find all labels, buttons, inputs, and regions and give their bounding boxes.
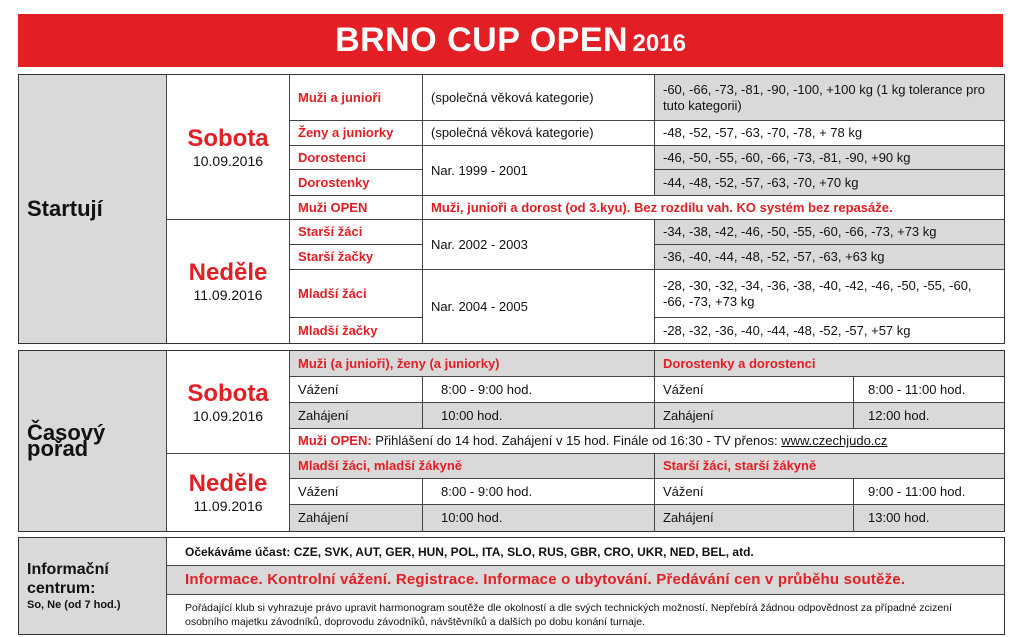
startuji-label: Startují <box>19 75 167 343</box>
info-section <box>18 537 1005 635</box>
saturday-day <box>167 75 290 220</box>
category-cell: Ženy a juniorky <box>290 121 423 146</box>
age-cell: (společná věková kategorie) <box>423 75 655 121</box>
start-time: 10:00 hod. <box>423 403 655 429</box>
weights-cell: -44, -48, -52, -57, -63, -70, +70 kg <box>655 170 1004 196</box>
weigh-time: 8:00 - 9:00 hod. <box>423 377 655 403</box>
age-cell: Nar. 1999 - 2001 <box>423 146 655 196</box>
category-cell: Dorostenky <box>290 170 423 196</box>
saturday-date: 10.09.2016 <box>192 152 264 169</box>
age-cell: (společná věková kategorie) <box>423 121 655 146</box>
schedule-section <box>18 350 1005 532</box>
schedule-sunday-date: 11.09.2016 <box>193 498 263 514</box>
startuji-section <box>18 74 1005 344</box>
disclaimer: Pořádající klub si vyhrazuje právo upravit harmonogram soutěže dle okolností a dle svých technických možností. Nepřebírá žádnou odpovědnost za případné zcizení osobního majetku závodníků, doprovodu závodníků, návštěvníků a dalších po dobu konání turnaje. <box>185 601 952 628</box>
weights-cell: -46, -50, -55, -60, -66, -73, -81, -90, +90 kg <box>655 146 1004 170</box>
category-cell: Starší žačky <box>290 245 423 270</box>
tv-link[interactable]: www.czechjudo.cz <box>781 433 888 448</box>
weigh-time: 8:00 - 9:00 hod. <box>423 479 655 505</box>
schedule-head: Starší žáci, starší žákyně <box>655 454 1004 479</box>
schedule-saturday-date: 10.09.2016 <box>192 407 264 424</box>
countries-row: Očekáváme účast: CZE, SVK, AUT, GER, HUN, POL, ITA, SLO, RUS, GBR, CRO, UKR, NED, BEL, atd. <box>167 538 1004 566</box>
weigh-time: 9:00 - 11:00 hod. <box>854 479 1004 505</box>
category-cell: Mladší žáci <box>290 270 423 318</box>
age-cell: Nar. 2004 - 2005 <box>423 270 655 343</box>
start-time: 13:00 hod. <box>854 505 1004 531</box>
start-time: 12:00 hod. <box>854 403 1004 429</box>
category-cell: Mladší žačky <box>290 318 423 343</box>
schedule-saturday-name: Sobota <box>187 379 269 407</box>
start-label: Zahájení <box>290 403 423 429</box>
weights-cell: -60, -66, -73, -81, -90, -100, +100 kg (1 kg tolerance pro tuto kategorii) <box>655 75 1004 121</box>
open-label: Muži OPEN: <box>298 433 372 448</box>
title-banner <box>18 14 1003 67</box>
sunday-name: Neděle <box>188 259 268 286</box>
schedule-head: Dorostenky a dorostenci <box>655 351 1004 377</box>
schedule-head: Muži (a junioři), ženy (a juniorky) <box>290 351 655 377</box>
weights-cell: -36, -40, -44, -48, -52, -57, -63, +63 kg <box>655 245 1004 270</box>
schedule-saturday <box>167 351 290 454</box>
schedule-sunday <box>167 454 290 531</box>
weights-cell: -28, -32, -36, -40, -44, -48, -52, -57, +57 kg <box>663 322 911 338</box>
info-label: Informační centrum: So, Ne (od 7 hod.) <box>19 538 167 634</box>
category-cell: Muži OPEN <box>290 196 423 220</box>
category-cell: Starší žáci <box>290 220 423 245</box>
weigh-label: Vážení <box>655 377 854 403</box>
weights-cell: -48, -52, -57, -63, -70, -78, + 78 kg <box>655 121 1004 146</box>
weigh-time: 8:00 - 11:00 hod. <box>854 377 1004 403</box>
event-year: 2016 <box>632 30 686 57</box>
info-row: Informace. Kontrolní vážení. Registrace. Informace o ubytování. Předávání cen v průběhu soutěže. <box>167 566 1004 595</box>
schedule-head: Mladší žáci, mladší žákyně <box>290 454 655 479</box>
sunday-date: 11.09.2016 <box>193 287 263 303</box>
weigh-label: Vážení <box>655 479 854 505</box>
start-label: Zahájení <box>290 505 423 531</box>
start-label: Zahájení <box>655 403 854 429</box>
schedule-sunday-name: Neděle <box>188 470 268 497</box>
weights-cell: -34, -38, -42, -46, -50, -55, -60, -66, -73, +73 kg <box>655 220 1004 245</box>
weights-cell: -28, -30, -32, -34, -36, -38, -40, -42, -46, -50, -55, -60, -66, -73, +73 kg <box>655 270 1004 318</box>
open-text: Přihlášení do 14 hod. Zahájení v 15 hod. Finále od 16:30 - TV přenos: <box>371 433 782 448</box>
start-label: Zahájení <box>655 505 854 531</box>
open-note: Muži, junioři a dorost (od 3.kyu). Bez rozdílu vah. KO systém bez repasáže. <box>423 196 1004 220</box>
start-time: 10:00 hod. <box>423 505 655 531</box>
category-cell: Dorostenci <box>290 146 423 170</box>
weigh-label: Vážení <box>290 479 423 505</box>
sunday-day <box>167 220 290 343</box>
weigh-label: Vážení <box>290 377 423 403</box>
event-title: BRNO CUP OPEN <box>335 21 629 59</box>
age-cell: Nar. 2002 - 2003 <box>423 220 655 270</box>
saturday-name: Sobota <box>187 124 269 152</box>
category-cell: Muži a junioři <box>290 75 423 121</box>
schedule-label: Časový pořad <box>19 351 167 531</box>
open-schedule-row <box>290 429 1004 454</box>
